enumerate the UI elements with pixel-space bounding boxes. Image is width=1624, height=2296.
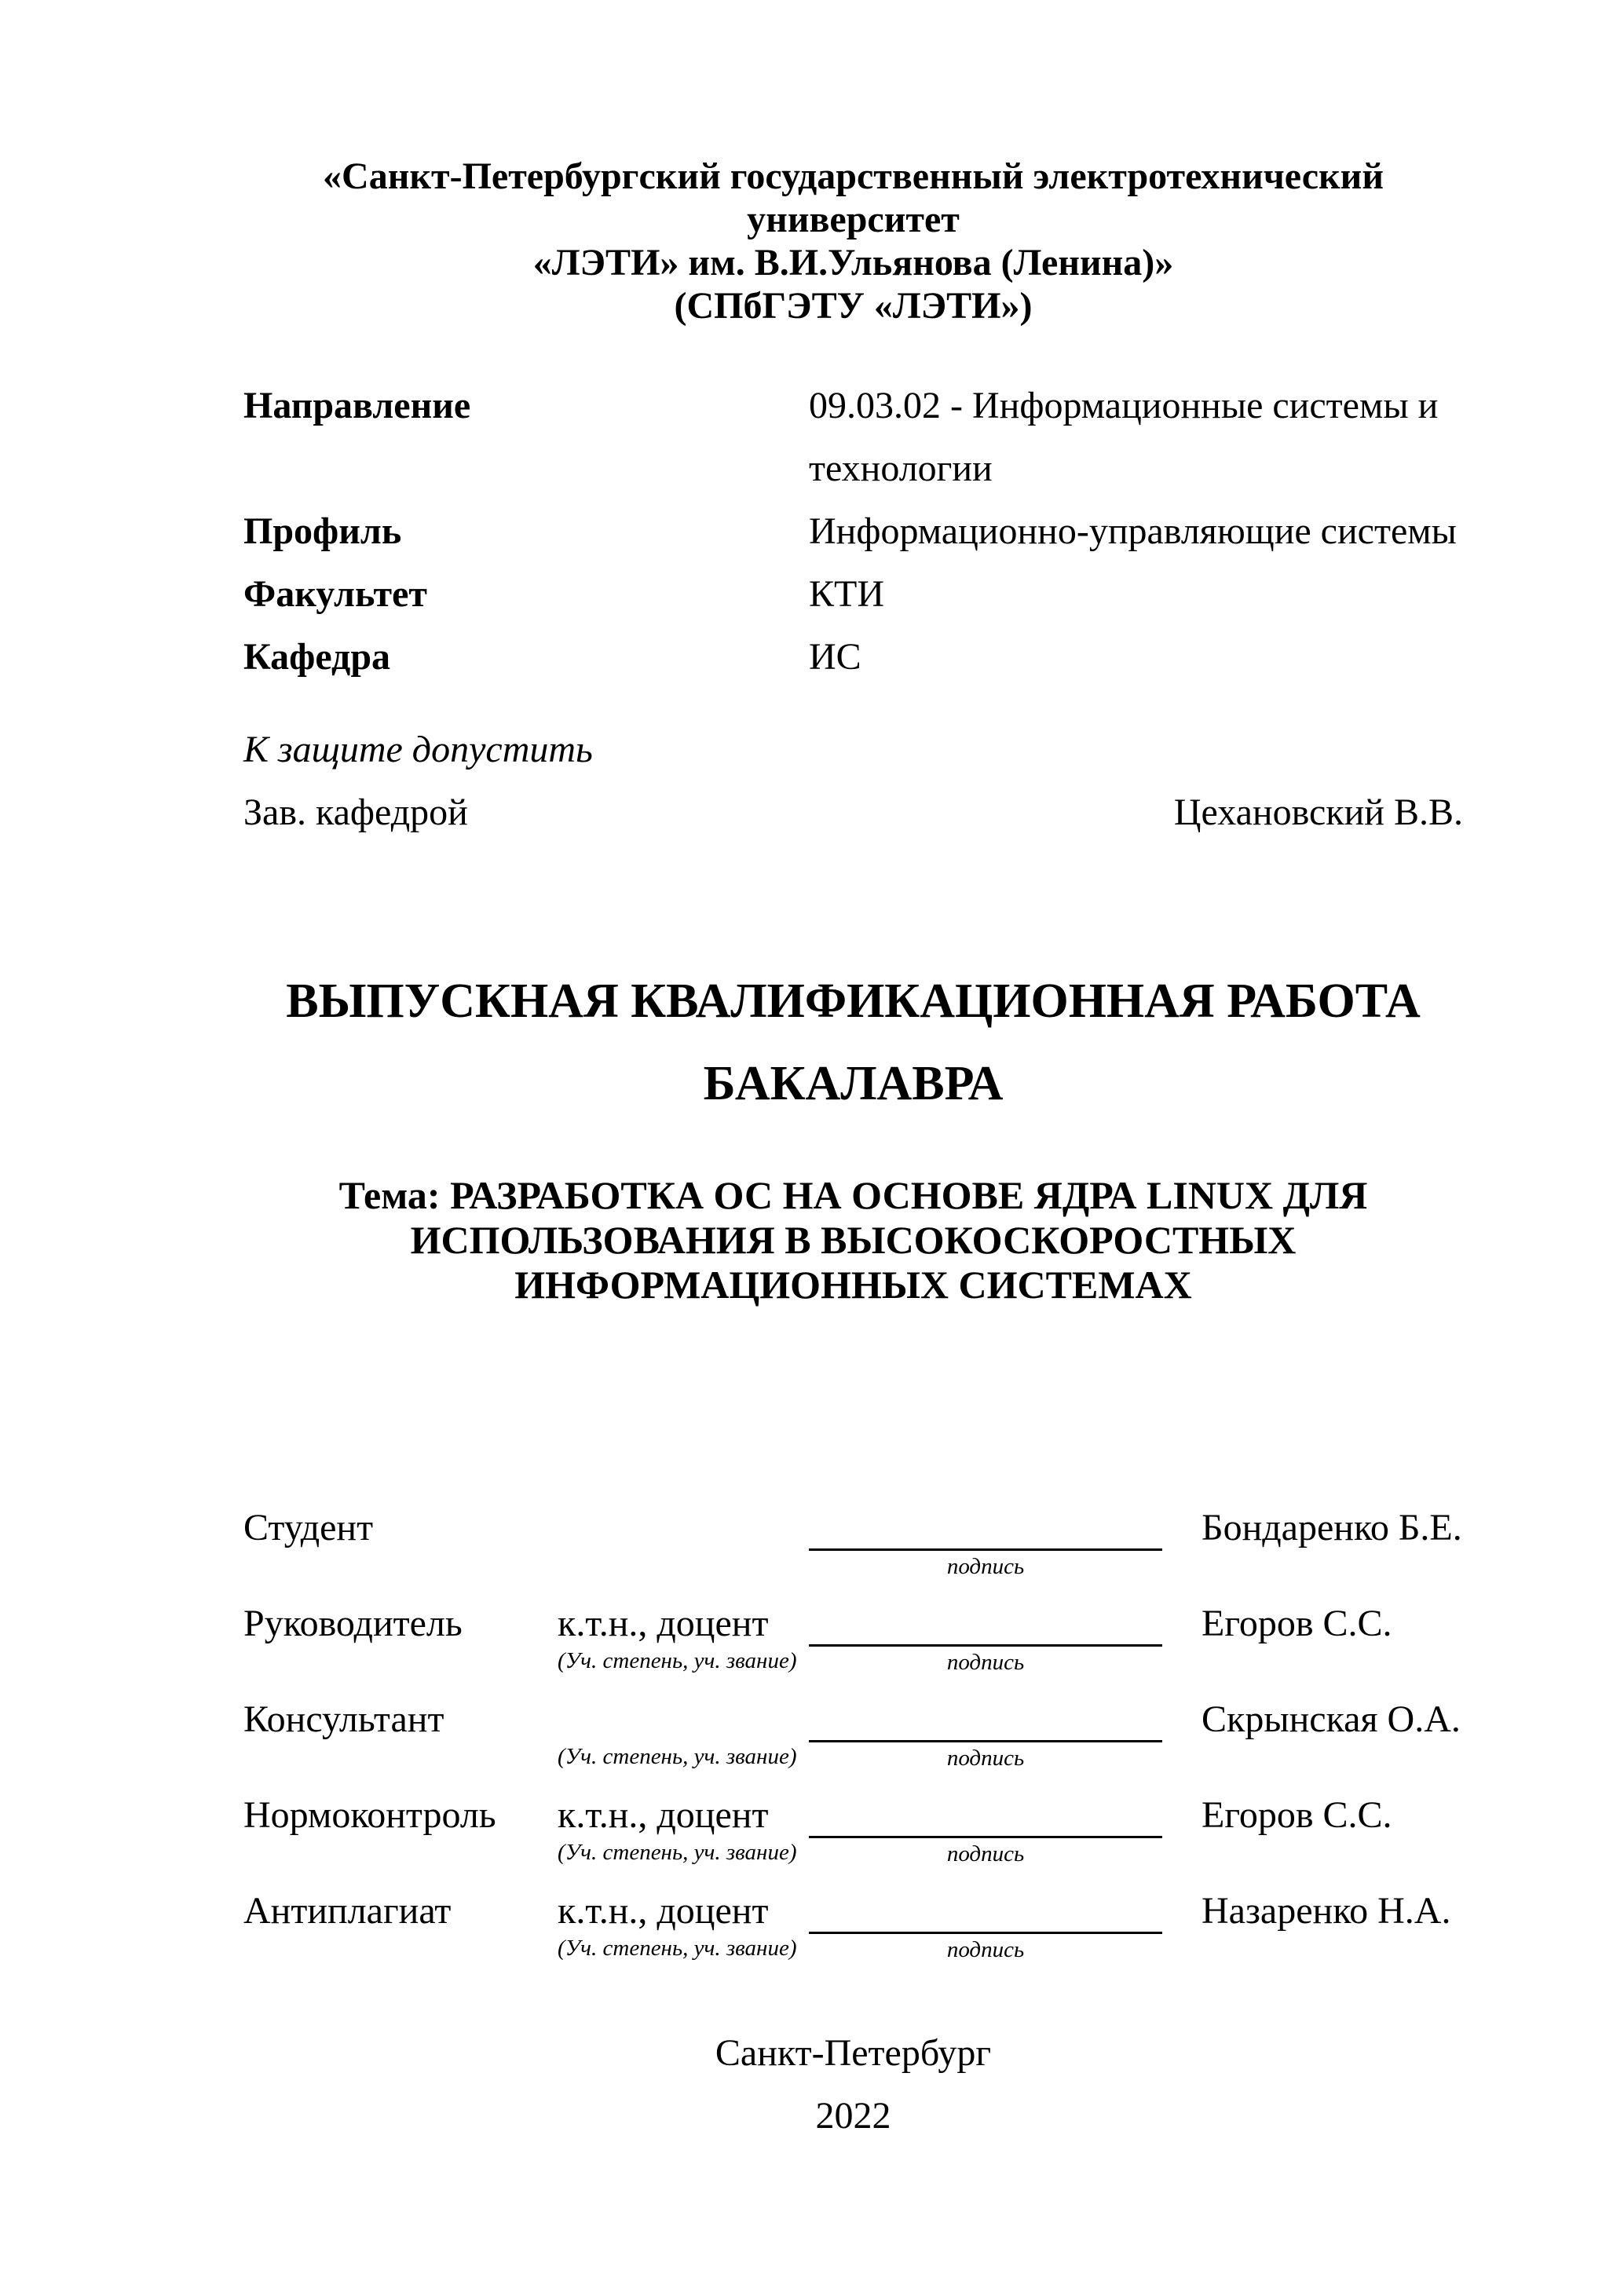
signee-name: Назаренко Н.А. [1202, 1890, 1451, 1932]
work-title [243, 960, 1463, 1125]
role-label: Студент [243, 1507, 374, 1548]
degree-cell [550, 1889, 809, 1961]
degree-caption: (Уч. степень, уч. звание) [558, 1648, 797, 1673]
signee-name: Егоров С.С. [1202, 1603, 1392, 1644]
field-value-profile: Информационно-управляющие системы [809, 510, 1457, 552]
university-name-line-1: «Санкт-Петербургский государственный электротехнический университет [323, 155, 1384, 240]
degree-label: к.т.н., доцент [558, 1794, 769, 1836]
signature-cell [809, 1602, 1186, 1676]
year-label: 2022 [815, 2095, 891, 2137]
role-label: Нормоконтроль [243, 1794, 496, 1836]
field-label-profile: Профиль [243, 510, 402, 552]
thesis-theme-line-3: ИНФОРМАЦИОННЫХ СИСТЕМАХ [514, 1263, 1192, 1307]
thesis-theme-line-2: ИСПОЛЬЗОВАНИЯ В ВЫСОКОСКОРОСТНЫХ [410, 1218, 1297, 1262]
degree-cell [550, 1793, 809, 1866]
degree-label: к.т.н., доцент [558, 1890, 769, 1932]
signature-cell [809, 1793, 1186, 1867]
degree-caption: (Уч. степень, уч. звание) [558, 1840, 797, 1865]
signature-line [809, 1698, 1162, 1742]
signature-line [809, 1506, 1162, 1551]
signature-caption: подпись [946, 1650, 1025, 1675]
footer [243, 2022, 1463, 2148]
role-label: Консультант [243, 1698, 444, 1740]
signature-caption: подпись [946, 1746, 1025, 1771]
degree-cell [550, 1698, 809, 1770]
thesis-theme [243, 1173, 1463, 1307]
signature-cell [809, 1506, 1186, 1580]
department-head-row [243, 789, 1463, 836]
university-abbreviation: (СПбГЭТУ «ЛЭТИ») [674, 285, 1033, 327]
degree-cell [550, 1506, 809, 1550]
work-title-line-1: ВЫПУСКНАЯ КВАЛИФИКАЦИОННАЯ РАБОТА [286, 974, 1421, 1028]
degree-label: к.т.н., доцент [558, 1603, 769, 1644]
signature-line [809, 1889, 1162, 1934]
signature-line [809, 1793, 1162, 1838]
info-row-direction [243, 375, 1463, 500]
info-row-department [243, 626, 1463, 689]
university-name-line-2: «ЛЭТИ» им. В.И.Ульянова (Ленина)» [532, 242, 1174, 283]
info-row-profile [243, 500, 1463, 563]
info-row-faculty [243, 563, 1463, 626]
admission-phrase: К защите допустить [243, 729, 593, 770]
signature-cell [809, 1889, 1186, 1963]
signature-cell [809, 1698, 1186, 1771]
university-header [243, 155, 1463, 327]
city-label: Санкт-Петербург [715, 2032, 992, 2074]
role-label: Руководитель [243, 1603, 463, 1644]
field-label-department: Кафедра [243, 636, 391, 678]
signee-name: Скрынская О.А. [1202, 1698, 1461, 1740]
signature-caption: подпись [946, 1841, 1025, 1866]
signature-line [809, 1602, 1162, 1647]
role-label: Антиплагиат [243, 1890, 452, 1932]
signature-caption: подпись [946, 1937, 1025, 1962]
signature-row-student [243, 1506, 1463, 1602]
field-value-department: ИС [809, 636, 861, 678]
department-head-label: Зав. кафедрой [243, 792, 468, 833]
signature-row-supervisor [243, 1602, 1463, 1698]
work-title-line-2: БАКАЛАВРА [703, 1057, 1004, 1110]
program-info-table [243, 375, 1463, 689]
degree-caption: (Уч. степень, уч. звание) [558, 1936, 797, 1961]
signature-caption: подпись [946, 1554, 1025, 1579]
signee-name: Бондаренко Б.Е. [1202, 1507, 1462, 1548]
thesis-theme-line-1: Тема: РАЗРАБОТКА ОС НА ОСНОВЕ ЯДРА LINUX ДЛЯ [338, 1173, 1368, 1217]
department-head-name: Цехановский В.В. [1173, 792, 1463, 833]
signature-row-antiplagiarism [243, 1889, 1463, 1985]
degree-label [558, 1698, 809, 1742]
degree-cell [550, 1602, 809, 1674]
signature-row-norm-control [243, 1793, 1463, 1889]
field-label-direction: Направление [243, 385, 471, 426]
signatures-table [243, 1506, 1463, 1985]
field-value-faculty: КТИ [809, 573, 884, 615]
degree-label [558, 1506, 809, 1550]
signature-row-consultant [243, 1698, 1463, 1793]
field-value-direction: 09.03.02 - Информационные системы и технологии [809, 385, 1439, 489]
signee-name: Егоров С.С. [1202, 1794, 1392, 1836]
field-label-faculty: Факультет [243, 573, 427, 615]
degree-caption: (Уч. степень, уч. звание) [558, 1744, 797, 1769]
